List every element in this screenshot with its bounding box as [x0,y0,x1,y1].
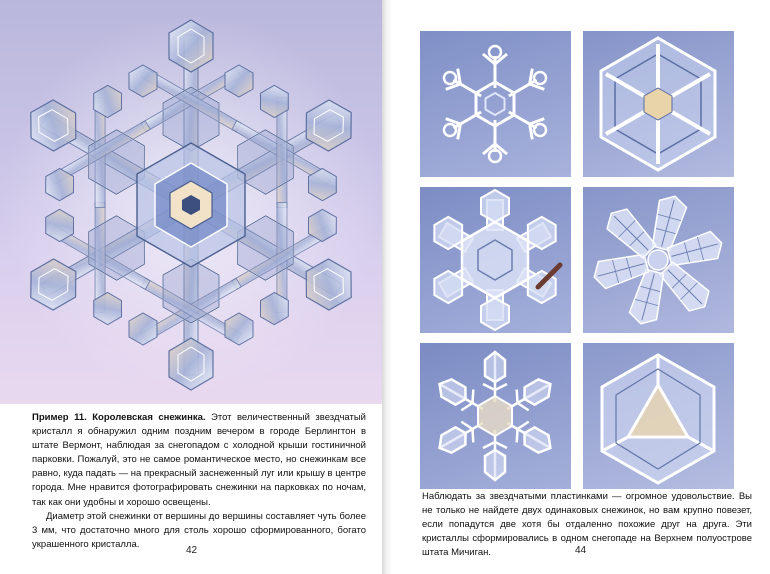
snowflake-tile-3 [420,187,571,333]
caption-text-1: Этот величественный звездчатый кристалл я обнаружил одним поздним вечером в городе Берлингтон в штате Вермонт, наблюдая за снегопадом с холодной крыши гостиничной парковки. Пожалуй, это не самое романтическое место, но снежинкам все равно, куда падать — на прекрасный заснеженный луг или крышу в центре города. Мне нравится фотографировать снежинки на парковках по ночам, так как они удобны и хорошо освещены. [32,412,366,508]
caption-lead: Пример 11. Королевская снежинка. [32,412,206,423]
photo-caption [32,411,366,552]
snowflake-4-graphic [583,187,734,333]
snowflake-tile-1 [420,31,571,177]
page-number-left: 42 [186,545,198,556]
caption-paragraph-1 [32,411,366,510]
snowflake-tile-5 [420,343,571,489]
snowflake-tile-4 [583,187,734,333]
snowflake-3-graphic [420,187,571,333]
caption-paragraph-2: Диаметр этой снежинки от вершины до вершины составляет чуть более 3 мм, что достаточно много для столь хорошо сформированного, богато украшенного кристалла. [32,510,366,550]
snowflake-6-graphic [583,343,734,489]
book-gutter [382,0,392,574]
right-page [392,0,770,574]
snowflake-tile-2 [583,31,734,177]
snowflake-tile-6 [583,343,734,489]
royal-snowflake-photo [0,0,382,404]
right-page-text: Наблюдать за звездчатыми пластинками — огромное удовольствие. Вы не только не найдете двух одинаковых снежинок, но вам крупно повезет, если попадутся две хотя бы отдаленно похожие друг на друга. Эти кристаллы сформировались в одном снегопаде на Верхнем полуострове штата Мичиган. [422,491,752,559]
snowflake-1-graphic [420,31,571,177]
royal-snowflake-graphic [0,0,382,404]
page-number-right: 44 [575,545,587,556]
snowflake-2-graphic [583,31,734,177]
snowflake-5-graphic [420,343,571,489]
left-page [0,0,382,574]
